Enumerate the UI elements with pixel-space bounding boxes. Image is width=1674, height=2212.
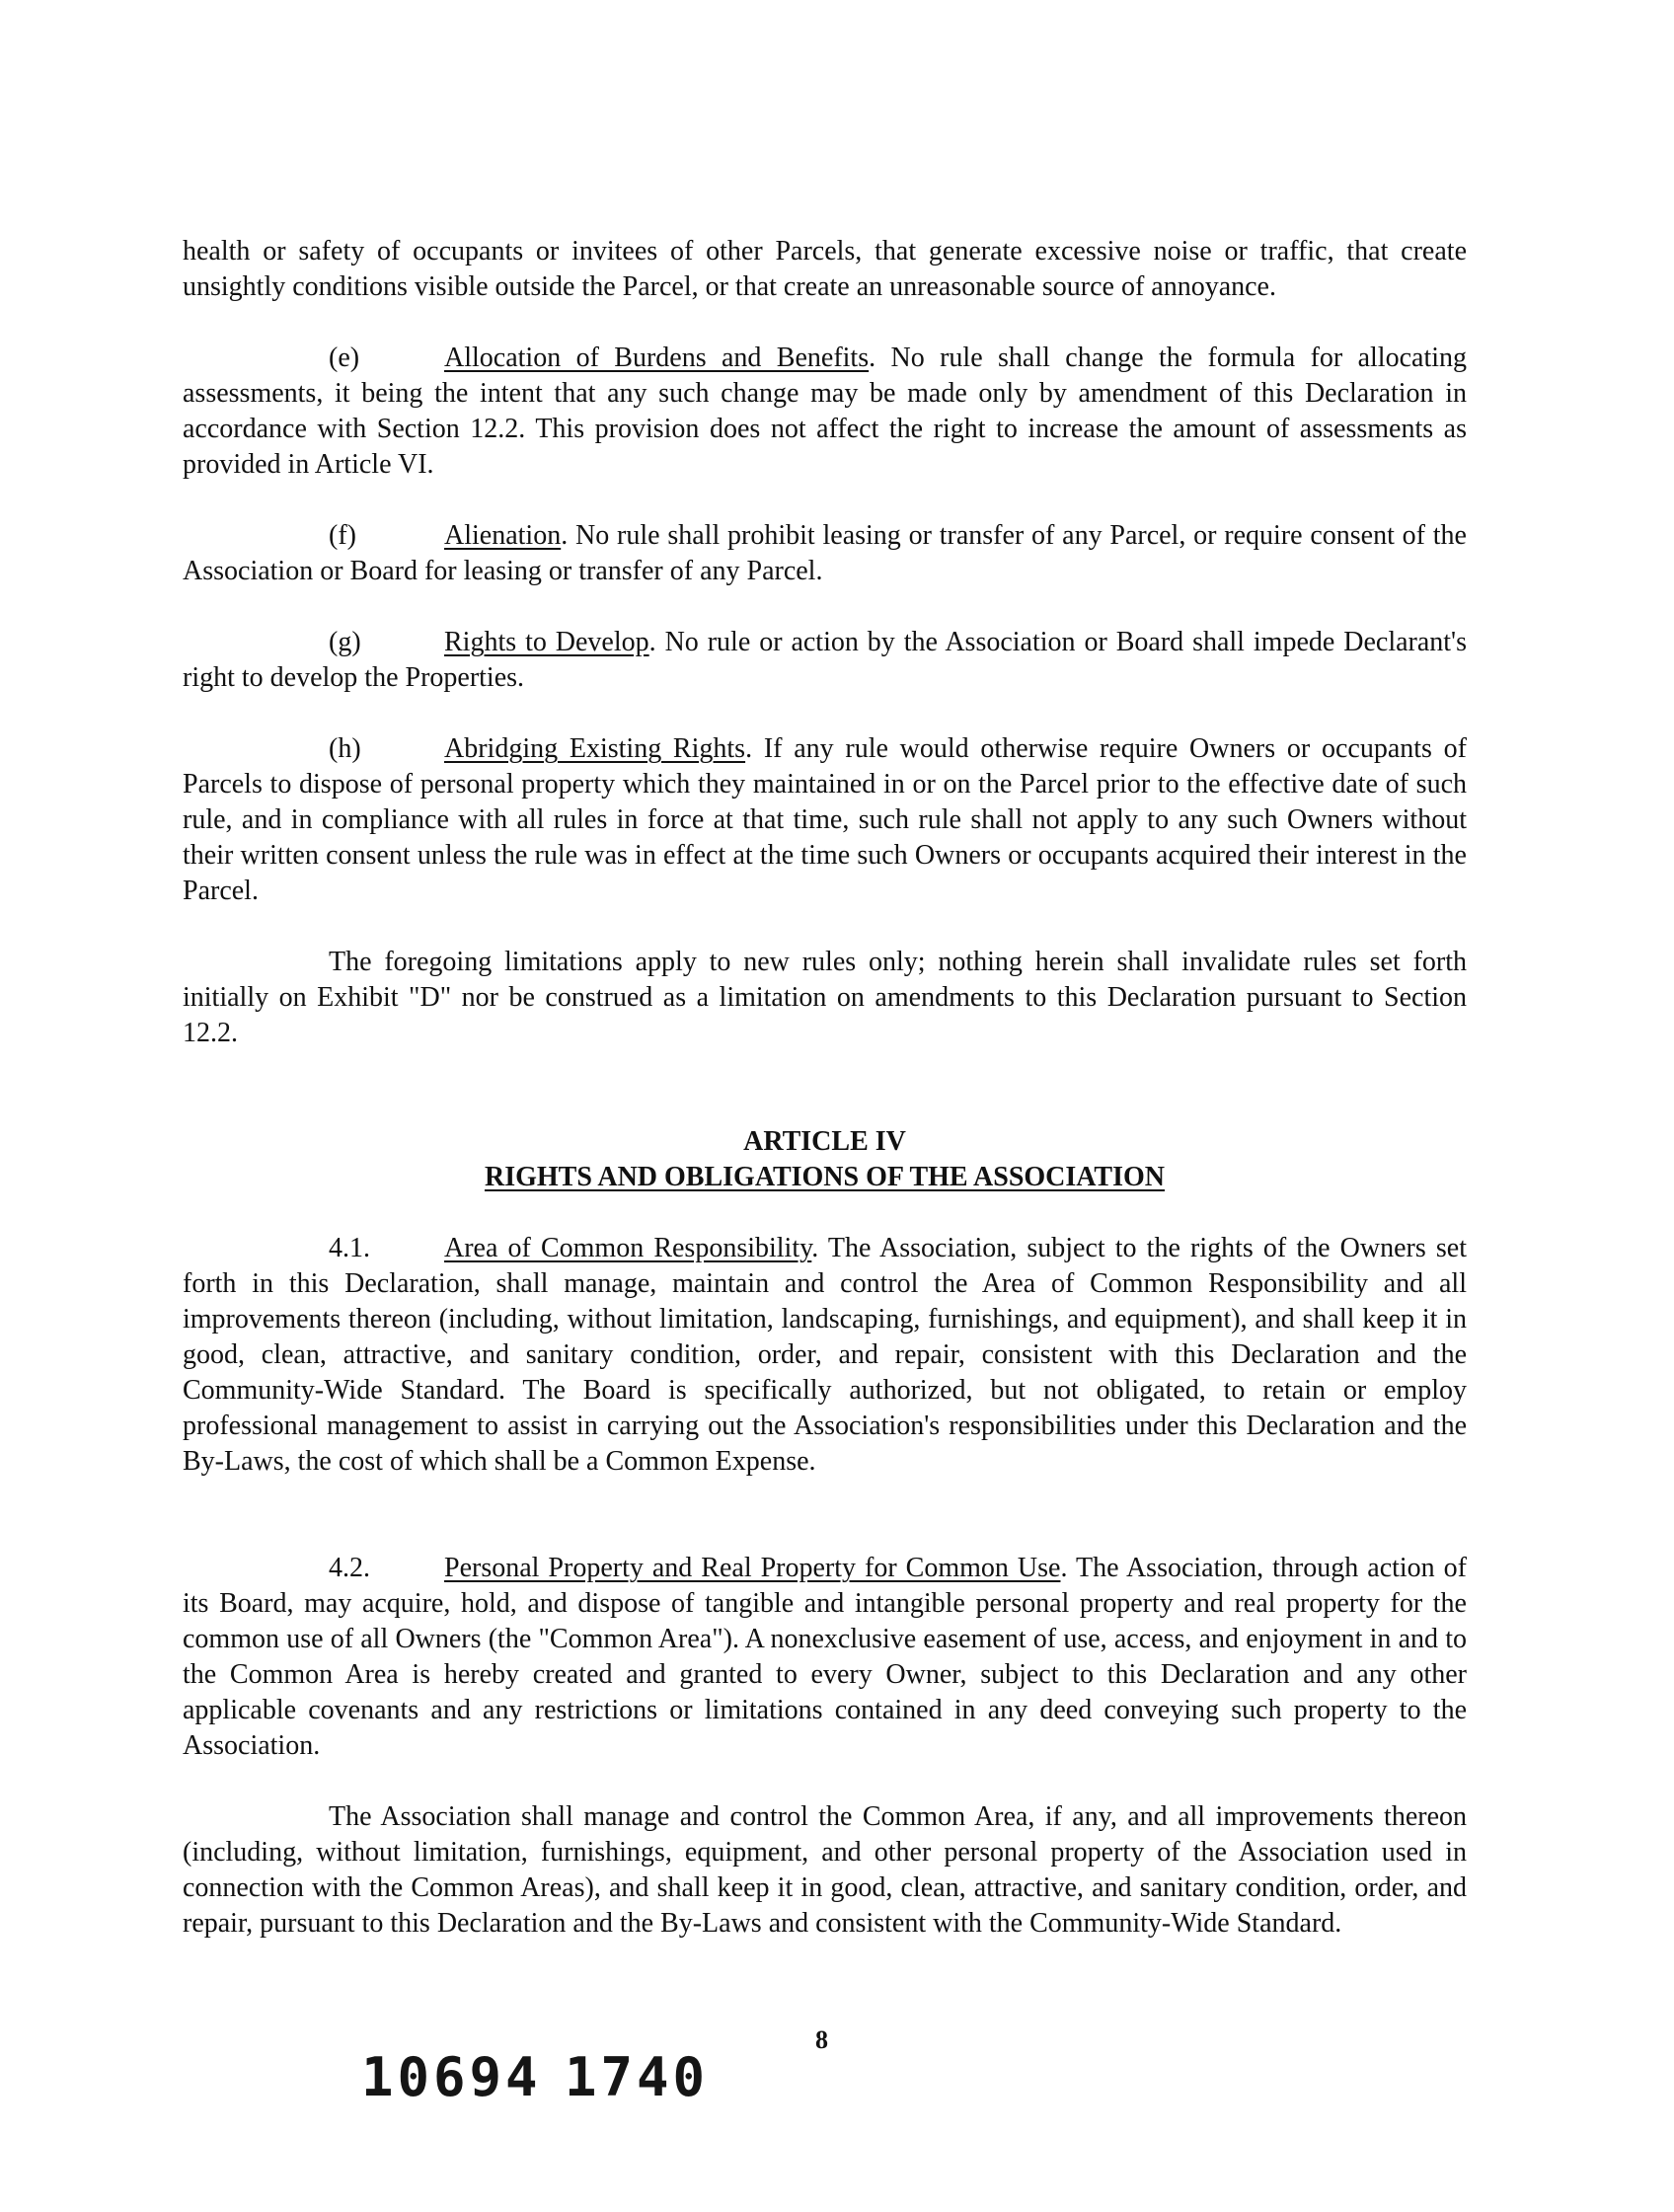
section-4-1-heading: Area of Common Responsibility [444, 1233, 812, 1263]
paragraph-g-body: . No rule or action by the Association or Board shall impede Declarant's right to develop the Properties. [183, 627, 1468, 693]
paragraph-h-body: . If any rule would otherwise require Owners or occupants of Parcels to dispose of personal property which they maintained in or on the Parcel prior to the effective date of such rule, and in compliance with all rules in force at that time, such rule shall not apply to any such Owners without their written consent unless the rule was in effect at the time such Owners or occupants acquired their interest in the Parcel. [183, 733, 1467, 906]
section-4-2 [183, 1551, 1467, 1764]
section-4-2-heading: Personal Property and Real Property for Common Use [444, 1553, 1061, 1583]
paragraph-h [183, 731, 1467, 909]
page-number: 8 [815, 2025, 828, 2054]
paragraph-h-heading: Abridging Existing Rights [444, 733, 746, 764]
paragraph-intro: health or safety of occupants or invitees of other Parcels, that generate excessive noise or traffic, that create unsightly conditions visible outside the Parcel, or that create an unreasonable source of annoyance. [183, 236, 1467, 302]
paragraph-foregoing: The foregoing limitations apply to new rules only; nothing herein shall invalidate rules set forth initially on Exhibit "D" nor be construed as a limitation on amendments to this Declaration pursuant to Section 12.2. [183, 947, 1467, 1048]
paragraph-e-heading: Allocation of Burdens and Benefits [444, 343, 870, 373]
paragraph-g [183, 625, 1467, 696]
paragraph-e-label: (e) [329, 343, 360, 373]
section-4-2-continued: The Association shall manage and control the Common Area, if any, and all improvements thereon (including, without limitation, furnishings, equipment, and other personal property of the Association used in connection with the Common Areas), and shall keep it in good, clean, attractive, and sanitary condition, order, and repair, pursuant to this Declaration and the By-Laws and consistent with the Community-Wide Standard. [183, 1801, 1467, 1939]
paragraph-g-label: (g) [329, 627, 361, 657]
paragraph-e [183, 341, 1467, 483]
article-title: RIGHTS AND OBLIGATIONS OF THE ASSOCIATION [484, 1162, 1166, 1192]
section-4-1-body: . The Association, subject to the rights of the Owners set forth in this Declaration, shall manage, maintain and control the Area of Common Responsibility and all improvements thereon (including, without limitation, landscaping, furnishings, and equipment), and shall keep it in good, clean, attractive, and sanitary condition, order, and repair, consistent with this Declaration and the Community-Wide Standard. The Board is specifically authorized, but not obligated, to retain or employ professional management to assist in carrying out the Association's responsibilities under this Declaration and the By-Laws, the cost of which shall be a Common Expense. [183, 1233, 1467, 1477]
section-4-2-body: . The Association, through action of its Board, may acquire, hold, and dispose of tangible and intangible personal property and real property for the common use of all Owners (the "Common Area"). A nonexclusive easement of use, access, and enjoyment in and to the Common Area is hereby created and granted to every Owner, subject to this Declaration and any other applicable covenants and any restrictions or limitations contained in any deed conveying such property to the Association. [183, 1553, 1468, 1761]
recording-page-number: 1740 [565, 2046, 710, 2108]
paragraph-f-label: (f) [329, 520, 356, 551]
paragraph-f-body: . No rule shall prohibit leasing or transfer of any Parcel, or require consent of the Association or Board for leasing or transfer of any Parcel. [183, 520, 1467, 586]
paragraph-g-heading: Rights to Develop [444, 627, 649, 657]
article-number: ARTICLE IV [743, 1126, 906, 1157]
section-4-2-label: 4.2. [329, 1553, 370, 1583]
paragraph-f [183, 518, 1467, 589]
paragraph-e-body: . No rule shall change the formula for allocating assessments, it being the intent that any such change may be made only by amendment of this Declaration in accordance with Section 12.2. This provision does not affect the right to increase the amount of assessments as provided in Article VI. [183, 343, 1467, 480]
paragraph-f-heading: Alienation [444, 520, 562, 551]
recording-book-number: 10694 [361, 2046, 542, 2108]
section-4-1-label: 4.1. [329, 1233, 370, 1263]
paragraph-h-label: (h) [329, 733, 361, 764]
section-4-1 [183, 1231, 1467, 1480]
